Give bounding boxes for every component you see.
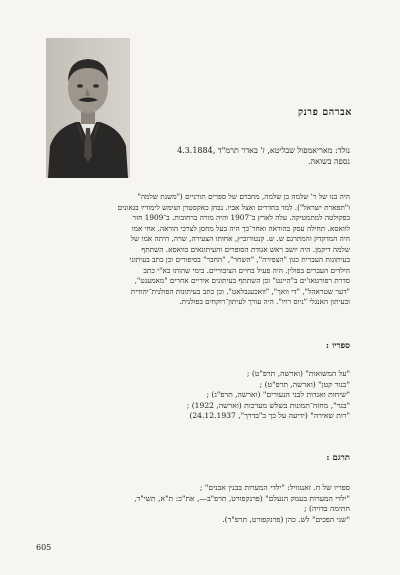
list-item: ספריו של ח. זאנגוויל: "ילדי המערות בבנין אבנים" ; [199,483,350,492]
list-item: חתימה בדויה) ; [304,504,350,513]
bio-line: ו"תפארת ישראל"). למד בחדרים ואצל אביו. נבחן כאקסטרן ושימש לימודיו בגאונים [117,202,350,212]
list-item: "ילדי המערות בעמק הנעלם" (פרנקפורט, תרפ"ב—, את"כ: ת"א, תשי"ד, [134,493,350,503]
list-item: "רות שאירה" (ידיעה על כך ב"בדרך", 24.12.1937) [189,411,350,420]
bio-line: ובעיתון האנגלי "ניוס רויו". היה עורך לעיתון־רוקחים בפולנית. [179,297,350,306]
list-item: "על המשואות" (וארשה, תרפ"ט) ; [246,369,350,378]
bio-line: היה בנו של ר' שלמה בן שלמה, מחברם של ספרים תורניים ("משנת שלמה" [137,192,350,201]
list-item: "בגר", מחזה־תמונות בשלש מערכות (וארשה, 1922) ; [186,400,350,410]
biography [40,192,350,308]
translations-list [50,483,350,525]
birth-line: נולד: מאריאמפול שבליטא, ז' באדר תרמ"ד ,4.3.1884 [177,146,350,155]
translations-heading: תרגם : [326,453,350,463]
bio-line: לוואסא. תחילה עסק בהוראה ואחר־כך היה בעל מחסן לצרכי הוראה. אחי אמו [131,223,350,233]
bio-line: סדרת רפורטאז'ים ב"היינט" וכן השתתף בעיתונים אידיים אחרים "מאמענט", [134,276,350,285]
list-item: "שיחות ואגדות לבני הנעורים" (וארשה, תרפ"ג) ; [206,390,350,399]
bio-line: שלמה דיקמן. היה יושב ראש אגודת הסופרים והעיתונאים בוואסא. השתתף [141,244,350,254]
bio-line: "דער שטראהל", "די וואך", "וואכענבלאט". וכן כתב בעיתונות הפולנית־יהודית [130,286,350,296]
bio-line: היה המדקדק והמתרגם ש. ש. קנטורוביץ, אחותו הצעירה, שרה, היתה אמו של [130,234,350,243]
person-name: אברהם פרנק [297,107,352,118]
works-heading: ספריו : [325,341,350,351]
works-list [50,369,350,422]
death-line: נספה בשואה. [308,157,350,166]
list-item: "כנור קטן" (וארשה, תרפ"ט) ; [259,379,350,389]
bio-line: הילדים העברים בפולין. היה פעיל בחיים הציבוריים. בימי שהותו בא"י כתב [143,265,350,275]
bio-line: בפקולטה למתמטיקה. עלה לארץ ב־1907 והיה מורה ברחובות. ב־1909 חזר [132,213,350,222]
list-item: "שני הפכים" לש. כהן (פרנקפורט, תרפ"ד). [222,514,350,524]
bio-line: בעיתונות העברית כגון "הצפירה", "השחר", "החבר" בסיפורים וכן כתב בעיתוני [129,255,350,264]
page-number: 605 [36,543,52,552]
birth-info [100,145,350,167]
